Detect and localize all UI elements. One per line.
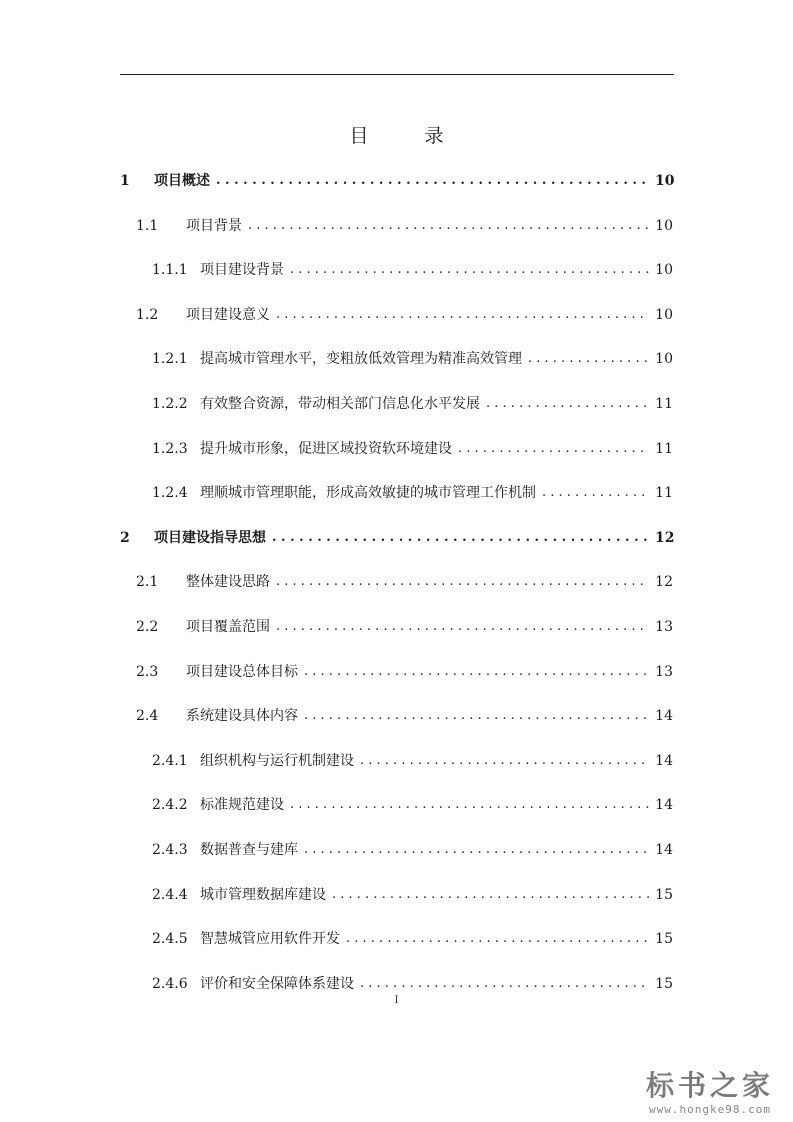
toc-leader-dots [290,259,649,281]
toc-entry[interactable] [152,393,673,415]
toc-entry-number: 2.4.2 [152,797,188,814]
toc-entry-page: 10 [655,262,673,279]
toc-entry-page: 11 [655,396,673,412]
toc-entry-number: 2.4.3 [152,842,188,858]
toc-entry-number: 1.2 [136,306,159,323]
toc-entry[interactable] [152,794,673,816]
toc-entry-page: 10 [655,173,675,189]
toc-leader-dots [528,348,649,370]
toc-entry[interactable] [152,348,673,370]
toc-leader-dots [216,170,649,192]
toc-entry-title: 项目建设指导思想 [154,529,266,546]
toc-entry-number: 2.2 [136,619,159,635]
toc-entry-number: 1.1.1 [152,262,188,279]
toc-entry-page: 12 [655,574,673,591]
toc-leader-dots [458,438,649,460]
toc-entry[interactable] [152,884,673,906]
toc-leader-dots [290,794,649,816]
toc-entry-page: 10 [655,306,673,323]
toc-entry-title: 系统建设具体内容 [186,708,298,725]
toc-entry[interactable] [152,973,673,995]
toc-entry-title: 组织机构与运行机制建设 [200,752,354,769]
toc-title-part1: 目 [349,125,369,147]
toc-leader-dots [276,304,649,326]
toc-entry-number: 1.2.4 [152,485,188,502]
toc-entry-page: 15 [655,975,673,992]
toc-entry-title: 整体建设思路 [186,574,270,591]
watermark-url: www.hongke98.com [649,1103,771,1116]
toc-entry-number: 2 [120,529,130,546]
toc-leader-dots [486,393,649,415]
toc-leader-dots [304,661,649,683]
toc-entry[interactable] [152,482,673,504]
toc-entry[interactable] [136,215,673,237]
header-rule [120,74,674,75]
toc-entry-page: 13 [655,619,673,635]
toc-entry-title: 项目背景 [186,217,242,234]
toc-entry-title: 城市管理数据库建设 [200,886,326,903]
toc-entry-title: 项目建设背景 [200,262,284,279]
toc-leader-dots [304,839,649,861]
toc-entry-page: 12 [655,529,675,546]
toc-entry-title: 数据普查与建库 [200,842,298,858]
toc-entry-title: 标准规范建设 [200,797,284,814]
toc-leader-dots [542,482,649,504]
toc-entry-page: 10 [655,351,673,368]
watermark-logo: 标书之家 [645,1069,774,1102]
toc-leader-dots [360,973,649,995]
toc-title-part2: 录 [424,125,444,147]
toc-entry-number: 2.3 [136,663,159,680]
toc-entry[interactable] [136,304,673,326]
watermark [635,1069,785,1116]
toc-entry-title: 评价和安全保障体系建设 [200,975,354,992]
toc-entry-number: 1.1 [136,217,159,234]
toc-entry[interactable] [120,170,673,192]
toc-entry-page: 14 [655,752,673,769]
toc-leader-dots [276,616,649,638]
toc-entry[interactable] [152,750,673,772]
toc-entry-page: 10 [655,217,673,234]
toc-entry-title: 有效整合资源，带动相关部门信息化水平发展 [200,396,480,412]
toc-entry-number: 1 [120,173,130,189]
page-number: I [394,995,399,1006]
toc-entry-number: 2.1 [136,574,159,591]
toc-entry-number: 1.2.3 [152,440,188,457]
toc-entry-title: 项目概述 [154,173,210,189]
toc-leader-dots [332,884,649,906]
toc-entry-page: 11 [655,440,673,457]
toc-entry[interactable] [152,259,673,281]
toc-entry-page: 14 [655,797,673,814]
toc-entry-page: 14 [655,842,673,858]
toc-entry-title: 项目覆盖范围 [186,619,270,635]
toc-entry-number: 2.4.1 [152,752,188,769]
toc-entry-number: 2.4.5 [152,931,188,948]
toc-entry-page: 15 [655,886,673,903]
toc-entry[interactable] [152,438,673,460]
toc-leader-dots [272,527,649,549]
toc-entry-page: 13 [655,663,673,680]
toc-entry[interactable] [120,527,673,549]
toc-entry-number: 2.4.4 [152,886,188,903]
toc-entry-number: 1.2.1 [152,351,188,368]
toc-entry[interactable] [152,928,673,950]
toc-entry-title: 智慧城管应用软件开发 [200,931,340,948]
toc-entry-title: 提升城市形象，促进区域投资软环境建设 [200,440,452,457]
toc-leader-dots [304,705,649,727]
toc-entry[interactable] [136,571,673,593]
toc-leader-dots [346,928,649,950]
toc-entry-number: 2.4 [136,708,159,725]
toc-title [0,121,793,148]
toc-entry[interactable] [152,839,673,861]
toc-entry[interactable] [136,705,673,727]
toc-entry-page: 11 [655,485,673,502]
toc-entry[interactable] [136,616,673,638]
toc-entry-title: 理顺城市管理职能，形成高效敏捷的城市管理工作机制 [200,485,536,502]
toc-leader-dots [248,215,649,237]
toc-leader-dots [360,750,649,772]
toc-entry-page: 14 [655,708,673,725]
toc-leader-dots [276,571,649,593]
toc-entry-number: 1.2.2 [152,396,188,412]
toc-entry-title: 项目建设意义 [186,306,270,323]
toc-entry[interactable] [136,661,673,683]
toc-entry-page: 15 [655,931,673,948]
toc-entry-title: 项目建设总体目标 [186,663,298,680]
toc-entry-title: 提高城市管理水平，变粗放低效管理为精准高效管理 [200,351,522,368]
toc-entry-number: 2.4.6 [152,975,188,992]
